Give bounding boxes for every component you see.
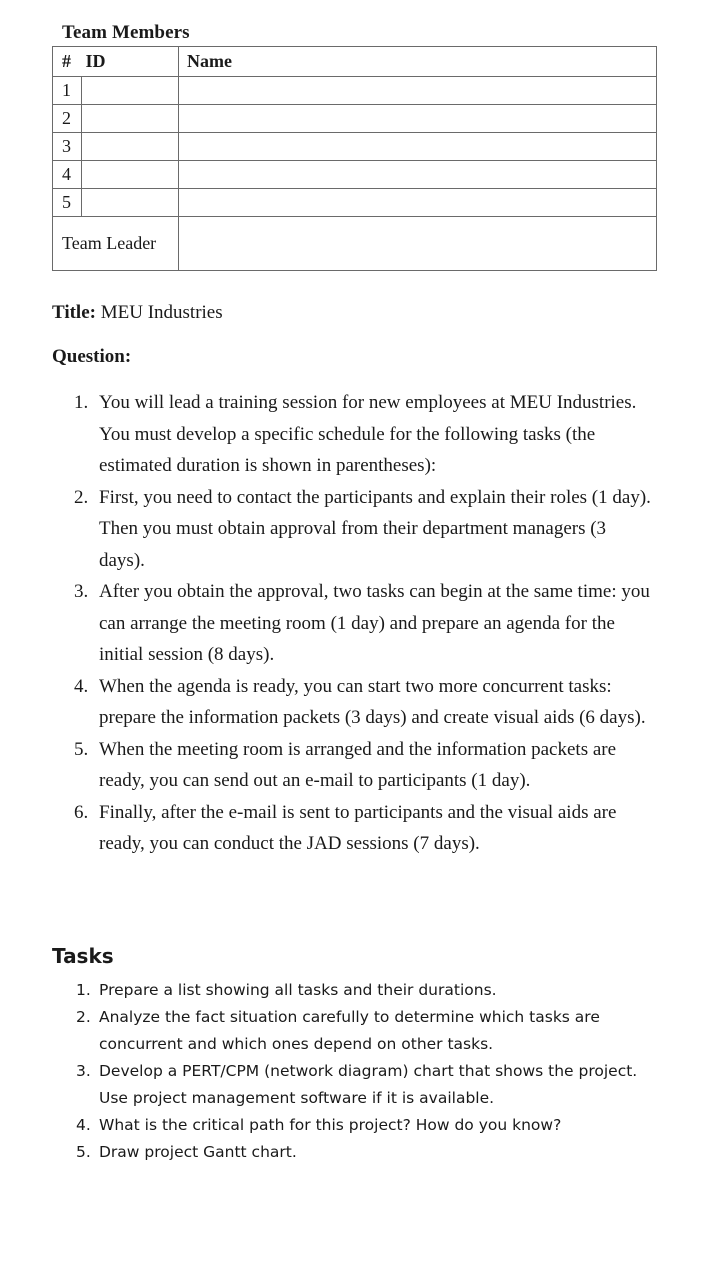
question-list	[74, 387, 654, 860]
table-row	[53, 77, 657, 105]
team-members-heading: Team Members	[62, 22, 190, 43]
list-item	[74, 387, 654, 482]
list-item-text: First, you need to contact the participants and explain their roles (1 day). Then you must obtain approval from their department managers (3 days).	[99, 486, 651, 571]
list-item-text: Prepare a list showing all tasks and their durations.	[99, 981, 497, 999]
list-item-number: 4.	[74, 675, 89, 697]
row-number: 3	[53, 133, 82, 161]
table-row	[53, 133, 657, 161]
member-name-cell	[179, 133, 657, 161]
member-id-cell	[82, 133, 179, 161]
list-item-number: 3.	[74, 581, 89, 602]
member-name-cell	[179, 77, 657, 105]
member-name-cell	[179, 161, 657, 189]
row-number: 1	[53, 77, 82, 105]
team-leader-name-cell	[179, 217, 657, 271]
list-item-text: What is the critical path for this project? How do you know?	[99, 1116, 562, 1134]
column-header-name: Name	[179, 47, 657, 77]
table-row	[53, 189, 657, 217]
title-value: MEU Industries	[100, 302, 223, 323]
list-item-number: 1.	[76, 981, 91, 999]
list-item-number: 6.	[74, 801, 89, 823]
list-item-text: Develop a PERT/CPM (network diagram) chart that shows the project. Use project management software if it is available.	[99, 1062, 638, 1107]
list-item-number: 4.	[76, 1116, 91, 1134]
table-row	[53, 161, 657, 189]
list-item	[74, 734, 654, 797]
title-label: Title:	[52, 302, 96, 323]
list-item-text: You will lead a training session for new employees at MEU Industries. You must develop a specific schedule for the following tasks (the estimated duration is shown in parentheses):	[99, 392, 637, 476]
row-number: 2	[53, 105, 82, 133]
member-id-cell	[82, 189, 179, 217]
list-item-text: Finally, after the e-mail is sent to participants and the visual aids are ready, you can conduct the JAD sessions (7 days).	[99, 801, 617, 854]
list-item-number: 2.	[74, 486, 89, 508]
member-name-cell	[179, 105, 657, 133]
member-id-cell	[82, 161, 179, 189]
list-item-text: When the agenda is ready, you can start two more concurrent tasks: prepare the information packets (3 days) and create visual aids (6 days).	[99, 675, 646, 728]
member-id-cell	[82, 77, 179, 105]
team-members-table	[52, 46, 657, 271]
list-item	[74, 482, 654, 577]
list-item	[76, 1139, 654, 1166]
list-item-text: When the meeting room is arranged and the information packets are ready, you can send out an e-mail to participants (1 day).	[99, 738, 617, 791]
tasks-heading: Tasks	[52, 944, 114, 968]
team-leader-row	[53, 217, 657, 271]
list-item-text: Analyze the fact situation carefully to determine which tasks are concurrent and which ones depend on other tasks.	[99, 1008, 600, 1053]
table-row	[53, 105, 657, 133]
member-name-cell	[179, 189, 657, 217]
list-item-number: 1.	[74, 392, 89, 413]
team-leader-label: Team Leader	[53, 217, 179, 271]
list-item	[74, 576, 654, 671]
column-header-number: #	[53, 47, 82, 77]
list-item-number: 3.	[76, 1062, 91, 1080]
list-item-number: 2.	[76, 1008, 91, 1026]
list-item	[74, 797, 654, 860]
list-item-number: 5.	[76, 1143, 91, 1161]
tasks-list	[76, 977, 654, 1166]
question-heading: Question:	[52, 346, 132, 367]
list-item	[76, 1112, 654, 1139]
list-item-text: After you obtain the approval, two tasks can begin at the same time: you can arrange the meeting room (1 day) and prepare an agenda for the initial session (8 days).	[99, 581, 650, 665]
member-id-cell	[82, 105, 179, 133]
list-item	[76, 1004, 654, 1058]
document-title	[52, 302, 223, 324]
table-header-row	[53, 47, 657, 77]
row-number: 4	[53, 161, 82, 189]
list-item-text: Draw project Gantt chart.	[99, 1143, 297, 1161]
list-item	[76, 977, 654, 1004]
list-item	[76, 1058, 654, 1112]
list-item-number: 5.	[74, 738, 89, 760]
list-item	[74, 671, 654, 734]
row-number: 5	[53, 189, 82, 217]
column-header-id: ID	[82, 47, 179, 77]
